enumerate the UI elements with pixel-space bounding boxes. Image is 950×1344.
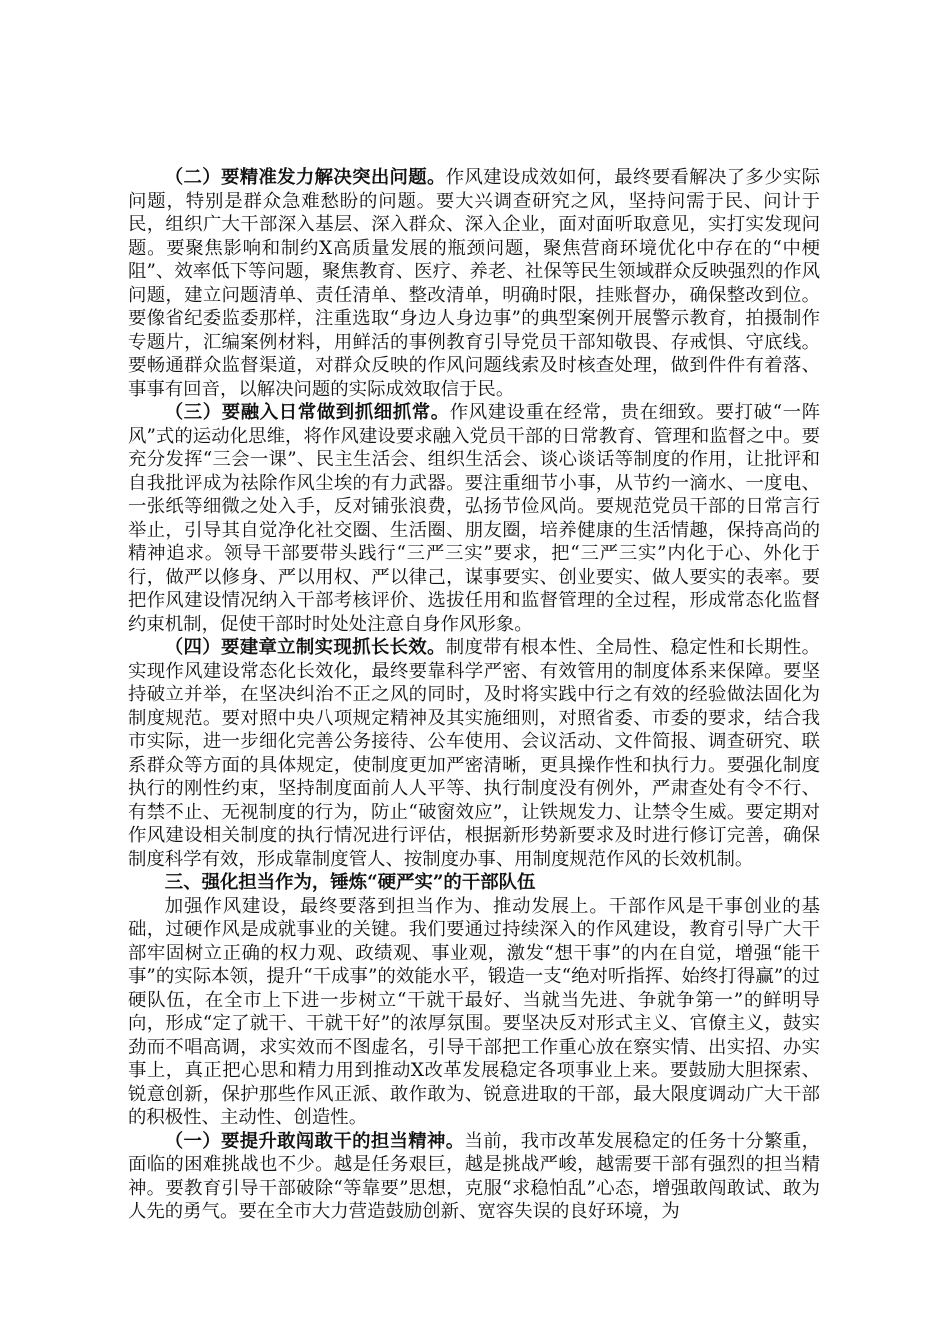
paragraph-body: 制度带有根本性、全局性、稳定性和长期性。实现作风建设常态化长效化，最终要靠科学严密、有效管用的制度体系来保障。要坚持破立并举，在坚决纠治不正之风的同时，及时将实践中行之有效的经验做法固化为制度规范。要对照中央八项规定精神及其实施细则，对照省委、市委的要求，结合我市实际，进一步细化完善公务接待、公车使用、会议活动、文件简报、调查研究、联系群众等方面的具体规定，使制度更加严密清晰，更具操作性和执行力。要强化制度执行的刚性约束，坚持制度面前人人平等、执行制度没有例外，严肃查处有令不行、有禁不止、无视制度的行为，防止“破窗效应”，让铁规发力、让禁令生威。要定期对作风建设相关制度的执行情况进行评估，根据新形势新要求及时进行修订完善，确保制度科学有效，形成靠制度管人、按制度办事、用制度规范作风的长效机制。: [128, 637, 820, 870]
document-page: [128, 166, 820, 1224]
paragraph-body: 作风建设重在经常，贵在细致。要打破“一阵风”式的运动化思维，将作风建设要求融入党员干部的日常教育、管理和监督之中。要充分发挥“三会一课”、民主生活会、组织生活会、谈心谈话等制度的作用，让批评和自我批评成为祛除作风尘埃的有力武器。要注重细节小事，从节约一滴水、一度电、一张纸等细微之处入手，反对铺张浪费，弘扬节俭风尚。要规范党员干部的日常言行举止，引导其自觉净化社交圈、生活圈、朋友圈，培养健康的生活情趣，保持高尚的精神追求。领导干部要带头践行“三严三实”要求，把“三严三实”内化于心、外化于行，做严以修身、严以用权、严以律己，谋事要实、创业要实、做人要实的表率。要把作风建设情况纳入干部考核评价、选拔任用和监督管理的全过程，形成常态化监督约束机制，促使干部时时处处注意自身作风形象。: [128, 402, 820, 635]
paragraph-lead: （三）要融入日常做到抓细抓常。: [164, 402, 450, 423]
paragraph-body: 当前，我市改革发展稳定的任务十分繁重，面临的困难挑战也不少。越是任务艰巨，越是挑战严峻，越需要干部有强烈的担当精神。要教育引导干部破除“等靠要”思想，克服“求稳怕乱”心态，增强敢闯敢试、敢为人先的勇气。要在全市大力营造鼓励创新、宽容失误的良好环境，为: [128, 1130, 820, 1222]
paragraph-institution-building: [128, 636, 820, 871]
section-intro-paragraph: 加强作风建设，最终要落到担当作为、推动发展上。干部作风是干事创业的基础，过硬作风是成就事业的关键。我们要通过持续深入的作风建设，教育引导广大干部牢固树立正确的权力观、政绩观、事业观，激发“想干事”的内在自觉，增强“能干事”的实际本领，提升“干成事”的效能水平，锻造一支“绝对听指挥、始终打得赢”的过硬队伍，在全市上下进一步树立“干就干最好、当就当先进、争就争第一”的鲜明导向，形成“定了就干、干就干好”的浓厚氛围。要坚决反对形式主义、官僚主义，鼓实劲而不唱高调，求实效而不图虚名，引导干部把工作重心放在察实情、出实招、办实事上，真正把心思和精力用到推动X改革发展稳定各项事业上来。要鼓励大胆探索、锐意创新，保护那些作风正派、敢作敢为、锐意进取的干部，最大限度调动广大干部的积极性、主动性、创造性。: [128, 895, 820, 1128]
paragraph-precise-effort: [128, 166, 820, 401]
paragraph-lead: （二）要精准发力解决突出问题。: [164, 167, 446, 188]
section-heading: 三、强化担当作为，锤炼“硬严实”的干部队伍: [164, 872, 536, 893]
paragraph-body: 作风建设成效如何，最终要看解决了多少实际问题，特别是群众急难愁盼的问题。要大兴调查研究之风，坚持问需于民、问计于民，组织广大干部深入基层、深入群众、深入企业，面对面听取意见，实打实发现问题。要聚焦影响和制约X高质量发展的瓶颈问题，聚焦营商环境优化中存在的“中梗阻”、效率低下等问题，聚焦教育、医疗、养老、社保等民生领域群众反映强烈的作风问题，建立问题清单、责任清单、整改清单，明确时限，挂账督办，确保整改到位。要像省纪委监委那样，注重选取“身边人身边事”的典型案例开展警示教育，拍摄制作专题片，汇编案例材料，用鲜活的事例教育引导党员干部知敬畏、存戒惧、守底线。要畅通群众监督渠道，对群众反映的作风问题线索及时核查处理，做到件件有着落、事事有回音，以解决问题的实际成效取信于民。: [128, 167, 820, 400]
paragraph-lead: （一）要提升敢闯敢干的担当精神。: [164, 1130, 465, 1152]
paragraph-lead: （四）要建章立制实现抓长长效。: [164, 637, 446, 658]
paragraph-courage-spirit: [128, 1130, 820, 1224]
paragraph-daily-integration: [128, 401, 820, 636]
